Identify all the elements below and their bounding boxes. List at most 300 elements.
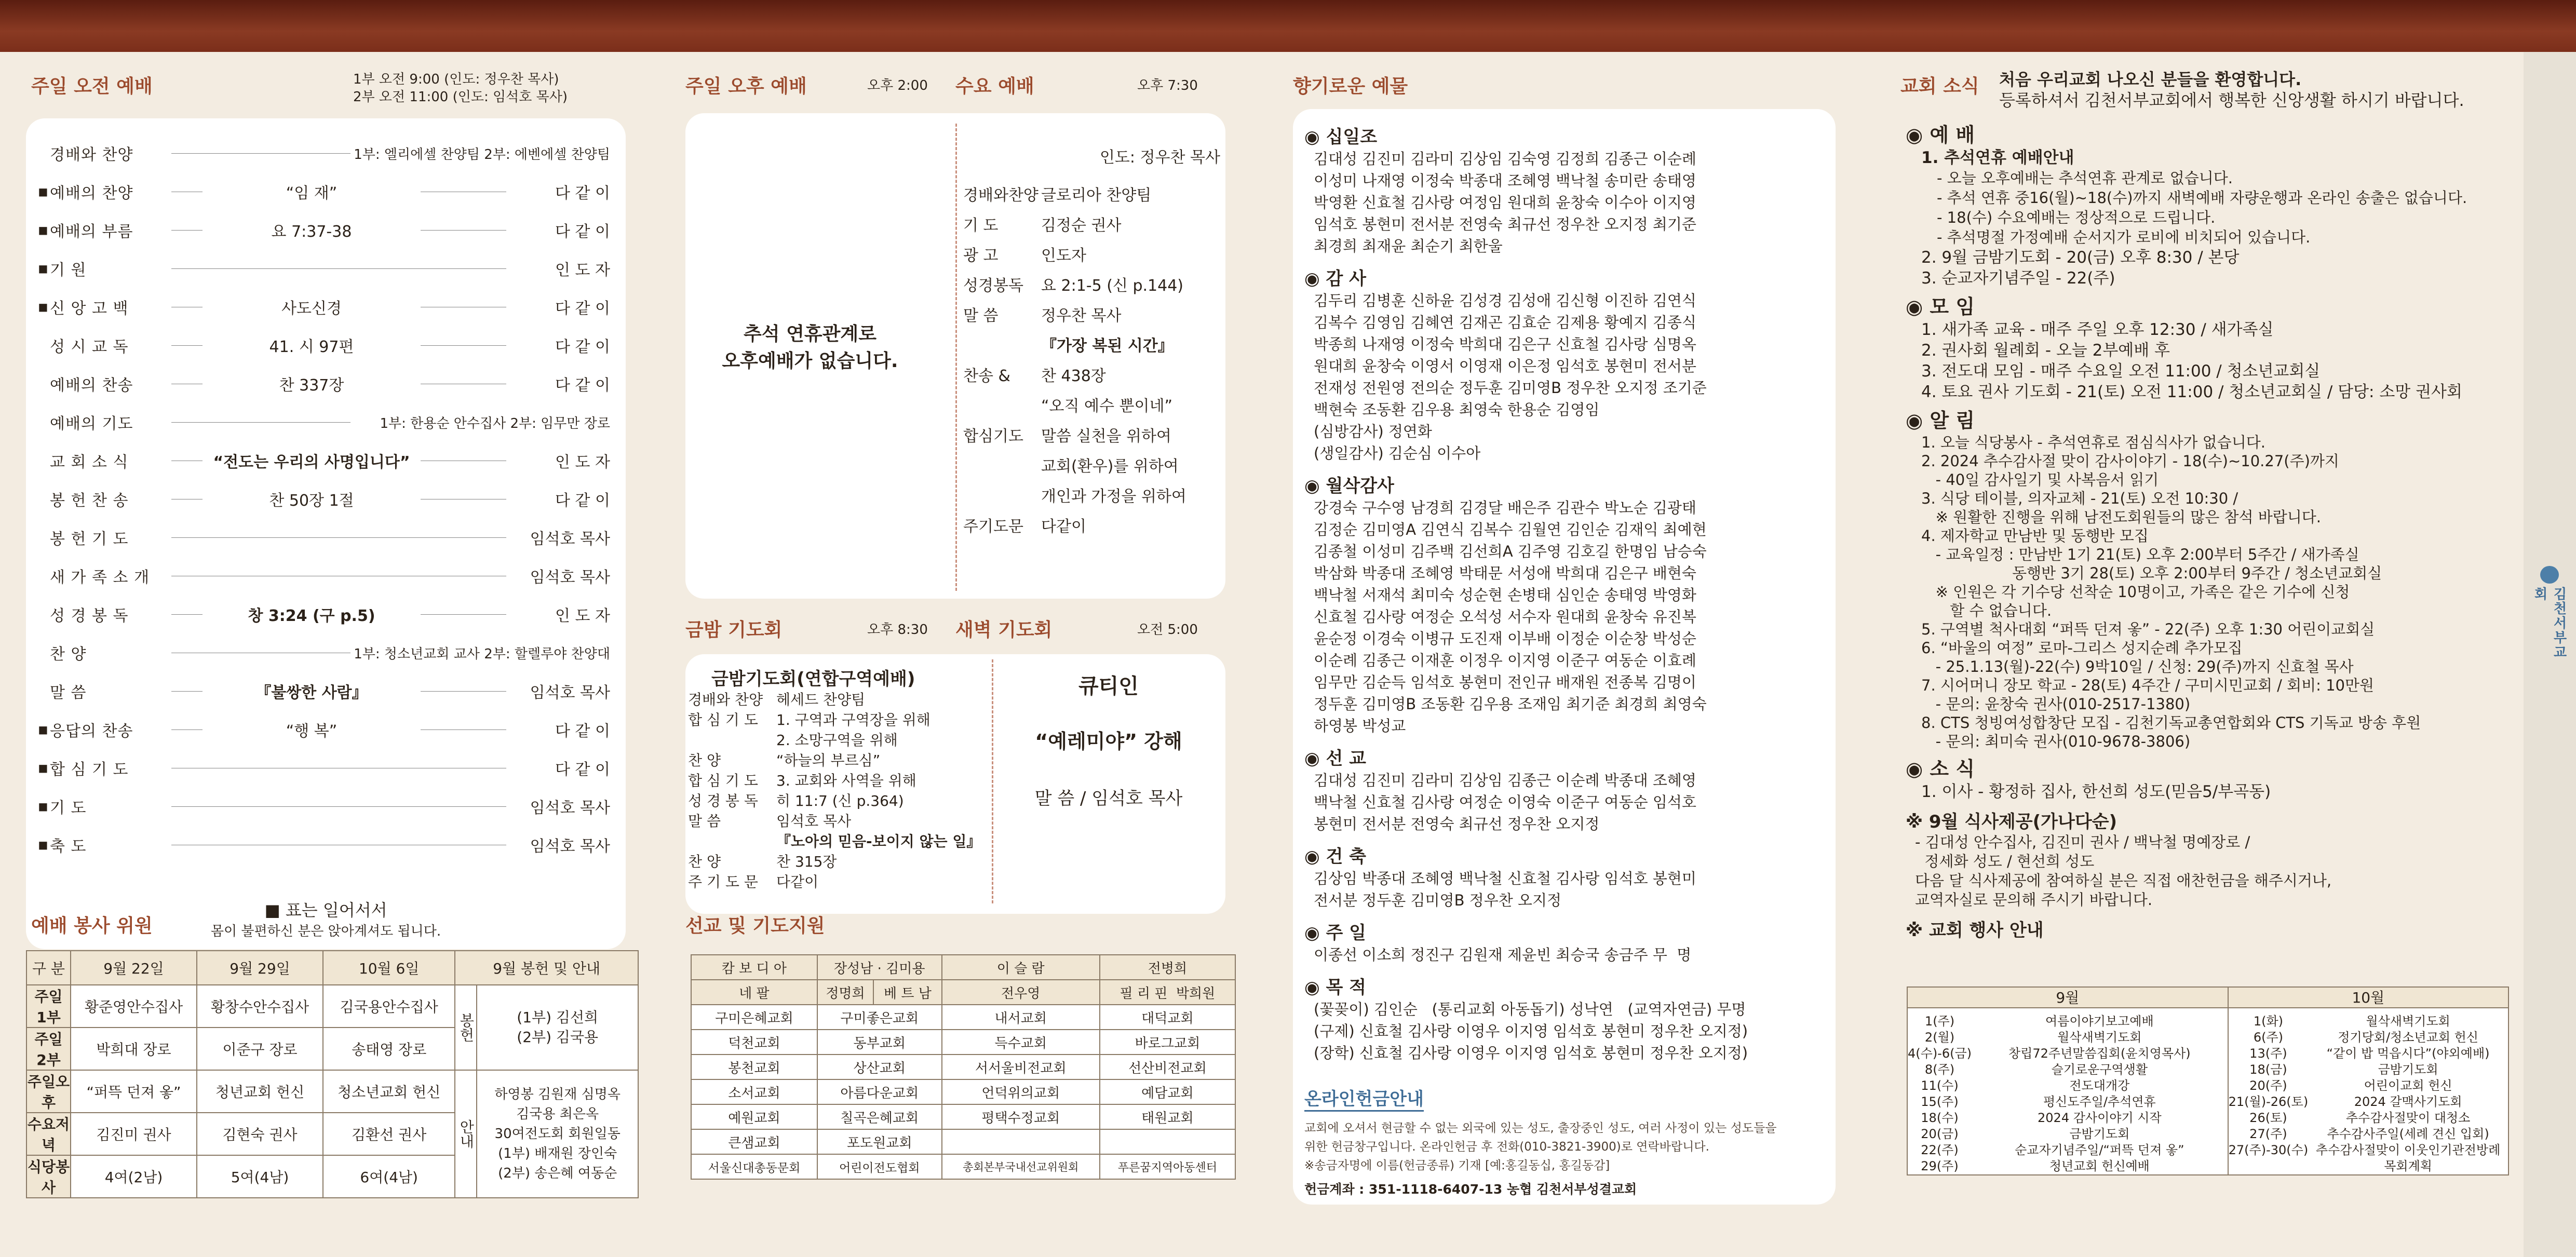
svc-cell: 청소년교회 헌신	[323, 1070, 455, 1113]
church-cell	[942, 1129, 1100, 1154]
church-cell: 동부교회	[817, 1030, 942, 1055]
dawn-speaker: 말 씀 / 임석호 목사	[1034, 788, 1183, 809]
worship-order-row	[26, 518, 626, 557]
worship-order-row	[26, 403, 626, 441]
church-cell: 바로그교회	[1100, 1030, 1235, 1055]
meal-heading: ※ 9월 식사제공(가나다순)	[1906, 812, 2118, 832]
order-label: 말 씀	[688, 813, 721, 830]
order-label: 새 가 족 소 개	[50, 569, 150, 587]
order-label: 응답의 찬송	[50, 722, 133, 740]
friday-prayer-order	[688, 690, 989, 892]
leader-line	[171, 153, 350, 154]
order-row	[963, 361, 1223, 391]
order-row	[963, 422, 1223, 452]
church-cell: 구미좋은교회	[817, 1005, 942, 1030]
order-label: 주기도문	[963, 518, 1023, 536]
worship-order-row	[26, 364, 626, 403]
order-label: 합심기도	[963, 427, 1023, 445]
svc-head: 9월 봉헌 및 안내	[455, 951, 638, 985]
card-divider	[955, 124, 957, 591]
online-offering-account: 헌금계좌 : 351-1118-6407-13 농협 김천서부성결교회	[1304, 1182, 1637, 1197]
order-leader: 1부: 엘리에셀 찬양팀 2부: 에벤에셀 찬양팀	[354, 146, 610, 163]
order-leader: 다 같 이	[555, 722, 610, 740]
order-label: 합 심 기 도	[688, 772, 758, 789]
news-body	[1906, 117, 2513, 941]
worship-order-card	[26, 118, 626, 949]
worship-order-row	[26, 826, 626, 864]
order-content: 『가장 복된 시간』	[1041, 337, 1174, 355]
order-label: 찬 양	[688, 853, 721, 870]
order-content: 1. 구역과 구역장을 위해	[776, 711, 930, 728]
org-cell: 어린이전도협회	[817, 1154, 942, 1179]
offering-section-heading: ◉ 월삭감사	[1304, 476, 1394, 496]
mission-country: 베 트 남	[873, 980, 941, 1005]
dawn-subject: “예레미야” 강해	[1035, 730, 1182, 753]
order-leader: 임석호 목사	[530, 530, 610, 548]
mission-support-title: 선교 및 기도지원	[685, 915, 825, 937]
meeting-item: 4. 토요 권사 기도회 - 21(토) 오전 11:00 / 청소년교회실 / 담당: 소망 권사회	[1921, 383, 2462, 401]
order-label: 성경봉독	[963, 277, 1023, 295]
event-calendar-table	[1907, 986, 2509, 1175]
event-heading: ※ 교회 행사 안내	[1906, 920, 2044, 941]
worship-news-detail: - 오늘 오후예배는 추석연휴 관계로 없습니다. - 추석 연휴 중16(월)~18(수)까지 새벽예배 자량운행과 온라인 송출은 없습니다. - 18(수) 수요예배는 정상적으로 드립니다. - 추석명절 가정예배 순서지가 로비에 비치되어 있습니다.	[1937, 169, 2467, 246]
order-content: “오직 예수 뿐이네”	[1041, 397, 1173, 415]
worship-order-row	[26, 211, 626, 249]
order-label: 합 심 기 도	[688, 711, 758, 728]
notice-line: 추석 연휴관계로	[744, 323, 876, 345]
order-row	[963, 301, 1223, 331]
church-cell: 덕천교회	[691, 1030, 817, 1055]
offering-names: 김대성 김진미 김라미 김상임 김종근 이순례 박종대 조혜영 백낙철 신효철 김사랑 여정순 이영숙 이준구 여동순 임석호 봉현미 전서분 전영숙 최규선 정우찬 오지정	[1314, 772, 1696, 833]
order-content: 찬 438장	[1041, 367, 1106, 385]
church-cell: 예담교회	[1100, 1079, 1235, 1104]
worship-news-item: 2. 9월 금밤기도회 - 20(금) 오후 8:30 / 본당	[1921, 248, 2240, 267]
morning-worship-title: 주일 오전 예배	[31, 76, 153, 97]
guide-line: 30여전도회 회원일동	[494, 1126, 621, 1142]
welcome-line-2: 등록하셔서 김천서부교회에서 행복한 신앙생활 하시기 바랍니다.	[1999, 90, 2464, 110]
church-cell: 아름다운교회	[817, 1079, 942, 1104]
order-leader: 인 도 자	[555, 261, 610, 279]
church-cell: 포도원교회	[817, 1129, 942, 1154]
stand-marker: ■	[38, 800, 48, 813]
mission-country: 필 리 핀	[1120, 985, 1168, 1002]
afternoon-wednesday-card	[685, 113, 1225, 599]
worship-time-2: 2부 오전 11:00 (인도: 임석호 목사)	[353, 89, 568, 105]
order-leader: 임석호 목사	[530, 799, 610, 817]
stand-marker: ■	[38, 224, 48, 236]
svc-cell: 송태영 장로	[323, 1028, 455, 1070]
order-content: 히 11:7 (신 p.364)	[776, 792, 904, 809]
order-content: 2. 소망구역을 위해	[776, 732, 898, 749]
svc-cell: 4여(2남)	[71, 1155, 197, 1198]
guide-list	[477, 1070, 638, 1198]
mission-country: 네 팔	[691, 980, 817, 1005]
order-row	[688, 791, 989, 811]
standing-note: ■ 표는 일어서서	[264, 900, 387, 920]
event-list: 여름이야기보고예배 월삭새벽기도회 창립72주년말씀집회(윤치영목사) 슬기로운구역생활 전도대개강 평신도주일/추석연휴 2024 감사이야기 시작 금밤기도회 순교자기념주일/“퍼뜩 던져 옿” 청년교회 헌신예배	[1972, 1008, 2228, 1175]
offering-names: 김두리 김병훈 신하윤 김성경 김성애 김신형 이진하 김연식 김복수 김영임 김혜연 김재곤 김효순 김제용 황예지 김종식 박종희 나재영 이정숙 박희대 김은구 신효철 김사랑 심명옥 원대희 윤창숙 이영서 이영재 이은정 임석호 봉현미 전서분 전재성 전원영 전의순 정두훈 김미영B 정우찬 오지정 조기준 백현숙 조동환 김우용 최영숙 한용순 김영임 (심방감사) 정연화 (생일감사) 김순심 이수아	[1314, 292, 1707, 462]
order-label: 예배의 부름	[50, 223, 133, 241]
friday-prayer-header: 금밤기도회(연합구역예배)	[711, 669, 915, 690]
stand-marker: ■	[38, 762, 48, 774]
svc-cell: 6여(4남)	[323, 1155, 455, 1198]
online-offering-title: 온라인헌금안내	[1304, 1085, 1424, 1112]
church-cell: 내서교회	[942, 1005, 1100, 1030]
worship-news-item: 1. 추석연휴 예배안내	[1921, 148, 2074, 167]
order-content: “전도는 우리의 사명입니다”	[203, 449, 421, 472]
order-label: 경배와 찬양	[50, 146, 133, 164]
mission-country: 캄 보 디 아	[691, 955, 817, 980]
order-label	[963, 391, 1041, 422]
order-content: 글로리아 찬양팀	[1041, 186, 1152, 205]
order-label: 찬송 &	[963, 367, 1010, 385]
stand-marker: ■	[38, 723, 48, 736]
order-row	[963, 482, 1223, 512]
church-cell: 언덕위의교회	[942, 1079, 1100, 1104]
order-label: 축 도	[50, 837, 87, 856]
news-heading: ◉ 소 식	[1906, 758, 1975, 780]
order-content: “하늘의 부르심”	[776, 752, 881, 769]
event-dates: 1(화) 6(주) 13(주) 18(금) 20(주) 21(월)-26(토) 26(토) 27(주) 27(주)-30(수)	[2228, 1014, 2309, 1157]
stand-marker: ■	[38, 839, 48, 851]
order-label: 성 경 봉 독	[50, 607, 129, 625]
afternoon-worship-title: 주일 오후 예배	[685, 76, 807, 97]
dawn-title: 큐티인	[1078, 674, 1139, 698]
church-cell: 칠곡은혜교회	[817, 1104, 942, 1129]
offer-line: (1부) 김선희	[517, 1009, 599, 1026]
offering-section-heading: ◉ 선 교	[1304, 748, 1367, 769]
order-label	[688, 831, 776, 851]
wednesday-worship-title: 수요 예배	[955, 76, 1034, 97]
order-label: 기 도	[963, 217, 999, 235]
friday-prayer-title: 금밤 기도회	[685, 619, 783, 641]
mission-person: 정명희	[817, 980, 873, 1005]
order-label	[963, 482, 1041, 512]
order-content: 다같이	[776, 873, 819, 890]
order-label: 기 원	[50, 261, 87, 279]
church-cell: 큰샘교회	[691, 1129, 817, 1154]
order-content: 개인과 가정을 위하여	[1041, 488, 1186, 506]
svc-head: 9월 29일	[197, 951, 323, 985]
svc-row-head: 주일오후	[26, 1070, 71, 1113]
order-content: 헤세드 찬양팀	[776, 691, 866, 708]
church-cell	[1100, 1129, 1235, 1154]
order-content: “임 재”	[203, 180, 421, 203]
svc-row-head: 주일 2부	[26, 1028, 71, 1070]
svc-row-head: 식당봉사	[26, 1155, 71, 1198]
order-label: 성 경 봉 독	[688, 792, 758, 809]
order-label: 찬 양	[50, 645, 87, 664]
mission-country: 이 슬 람	[942, 955, 1100, 980]
top-banner	[0, 0, 2576, 52]
event-dates: 1(주) 2(월) 4(수)-6(금) 8(주) 11(수) 15(주) 18(수) 20(금) 22(주) 29(주)	[1908, 1014, 1972, 1173]
order-content: 『노아의 믿음-보이지 않는 일』	[776, 833, 981, 850]
card-divider	[992, 659, 993, 903]
event-month: 10월	[2228, 987, 2508, 1008]
logo-mark-icon	[2540, 566, 2559, 584]
order-label	[963, 331, 1041, 361]
svc-row-head: 주일 1부	[26, 985, 71, 1028]
church-cell: 선산비전교회	[1100, 1055, 1235, 1079]
worship-order-row	[26, 672, 626, 710]
svc-cell: 황창수안수집사	[197, 985, 323, 1028]
church-cell: 예원교회	[691, 1104, 817, 1129]
worship-times	[353, 71, 568, 106]
offering-section-heading: ◉ 주 일	[1304, 923, 1367, 943]
church-cell: 태원교회	[1100, 1104, 1235, 1129]
order-label: 경배와 찬양	[688, 691, 763, 708]
order-label: 경배와찬양	[963, 186, 1039, 205]
order-content: 41. 시 97편	[203, 334, 421, 357]
offering-names: 김상임 박종대 조혜영 백낙철 신효철 김사랑 임석호 봉현미 전서분 정두훈 김미영B 정우찬 오지정	[1314, 870, 1696, 909]
worship-order-row	[26, 326, 626, 364]
offering-names: 강경숙 구수영 남경희 김경달 배은주 김관수 박노순 김광태 김정순 김미영A 김연식 김복수 김월연 김인순 김재익 최예현 김종철 이성미 김주백 김선희A 김주영 김호길 한명임 남승숙 박삼화 박종대 조혜영 박태문 서성애 박희대 김은구 배현숙 백낙철 서재석 최미숙 성순현 손병태 심인순 송태영 박영화 신효철 김사랑 여정순 오석성 서수자 원대희 윤창숙 유진복 윤순정 이경숙 이병규 도진재 이부배 이정순 이순창 박성순 이순례 김종근 이재훈 이정우 이지영 이준구 여동순 이효례 임무만 김순득 임석호 봉현미 전인규 배재원 전종복 김명이 정두훈 김미영B 조동환 김우용 조재임 최기준 최경희 최영숙 하영봉 박성교	[1314, 499, 1707, 735]
meeting-item: 1. 새가족 교육 - 매주 주일 오후 12:30 / 새가족실	[1921, 320, 2274, 339]
wednesday-worship-time: 오후 7:30	[1137, 78, 1198, 93]
church-cell: 평택수정교회	[942, 1104, 1100, 1129]
leader-line	[171, 537, 506, 538]
offering-names: (꽃꽂이) 김인순 (통리교회 아동돕기) 성낙연 (교역자연금) 무명 (구제) 신효철 김사랑 이영우 이지영 임석호 봉현미 정우찬 오지정) (장학) 신효철 김사랑 이영우 이지영 임석호 봉현미 정우찬 오지정)	[1314, 1001, 1748, 1062]
worship-order-row	[26, 480, 626, 518]
order-leader: 다 같 이	[555, 223, 610, 241]
order-content: 『불쌍한 사람』	[203, 680, 421, 702]
welcome-line-1: 처음 우리교회 나오신 분들을 환영합니다.	[1999, 70, 2302, 89]
leader-line	[171, 268, 506, 269]
order-row	[963, 452, 1223, 482]
order-label: 교 회 소 식	[50, 453, 129, 471]
order-row	[963, 512, 1223, 542]
mission-country-person	[1100, 980, 1235, 1005]
order-content: 요 2:1-5 (신 p.144)	[1041, 277, 1184, 295]
worship-order-row	[26, 749, 626, 787]
offering-section-heading: ◉ 감 사	[1304, 268, 1367, 289]
wednesday-leader: 인도: 정우찬 목사	[1099, 148, 1220, 167]
svc-cell: 청년교회 헌신	[197, 1070, 323, 1113]
order-leader: 다 같 이	[555, 761, 610, 779]
order-row	[688, 831, 989, 851]
order-label: 광 고	[963, 247, 999, 265]
mission-person: 전우영	[942, 980, 1100, 1005]
order-leader: 다 같 이	[555, 300, 610, 318]
order-row	[688, 811, 989, 831]
order-content: 다같이	[1041, 518, 1086, 536]
svc-cell: 이준구 장로	[197, 1028, 323, 1070]
svc-cell: 김국용안수집사	[323, 985, 455, 1028]
church-cell: 봉천교회	[691, 1055, 817, 1079]
afternoon-worship-time: 오후 2:00	[867, 78, 928, 93]
offering-names: 김대성 김진미 김라미 김상임 김숙영 김정희 김종근 이순례 이성미 나재영 이정숙 박종대 조혜영 백낙철 송미란 송태영 박영환 신효철 김사랑 여정임 원대희 윤창숙 이수아 이지영 임석호 봉현미 전서분 전영숙 최규선 정우찬 오지정 최기준 최경희 최재윤 최순기 최한울	[1314, 150, 1696, 255]
offer-line: (2부) 김국용	[517, 1029, 599, 1046]
order-row	[688, 750, 989, 771]
svc-cell: “퍼뜩 던져 옿”	[71, 1070, 197, 1113]
church-cell: 상산교회	[817, 1055, 942, 1079]
order-label: 예배의 찬양	[50, 184, 133, 202]
meeting-heading: ◉ 모 임	[1906, 295, 1975, 318]
church-cell: 서서울비전교회	[942, 1055, 1100, 1079]
worship-order-row	[26, 710, 626, 749]
offerings-title: 향기로운 예물	[1293, 76, 1408, 97]
order-row	[688, 771, 989, 791]
friday-prayer-time: 오후 8:30	[867, 622, 928, 638]
svc-head: 9월 22일	[71, 951, 197, 985]
church-cell: 대덕교회	[1100, 1005, 1235, 1030]
worship-news-item: 3. 순교자기념주일 - 22(주)	[1921, 269, 2115, 288]
order-row	[688, 690, 989, 710]
mission-person: 박희원	[1176, 985, 1216, 1002]
worship-news-heading: ◉ 예 배	[1906, 124, 1975, 146]
prayer-meeting-card	[685, 654, 1225, 914]
notice-line: 오후예배가 없습니다.	[722, 350, 898, 372]
worship-order-row	[26, 249, 626, 288]
worship-order-row	[26, 172, 626, 211]
order-row	[688, 851, 989, 872]
order-content: 교회(환우)를 위하여	[1041, 457, 1179, 476]
org-cell: 총회본부국내선교위원회	[942, 1154, 1100, 1179]
svc-row-head: 수요저녁	[26, 1113, 71, 1155]
order-label: 기 도	[50, 799, 87, 817]
worship-order-row	[26, 557, 626, 595]
wednesday-order	[963, 181, 1223, 542]
event-month: 9월	[1907, 987, 2228, 1008]
order-content: 3. 교회와 사역을 위해	[776, 772, 916, 789]
order-row	[688, 730, 989, 750]
order-label: 말 씀	[963, 307, 999, 325]
offering-section-heading: ◉ 십일조	[1304, 127, 1378, 147]
org-cell: 푸른꿈지역아동센터	[1100, 1154, 1235, 1179]
svc-head: 구 분	[26, 951, 71, 985]
logo-text: 김천서부교회	[2532, 587, 2567, 660]
worship-order-row	[26, 633, 626, 672]
svc-cell: 박희대 장로	[71, 1028, 197, 1070]
worship-time-1: 1부 오전 9:00 (인도: 정우찬 목사)	[353, 72, 559, 87]
order-label: 신 앙 고 백	[50, 300, 129, 318]
order-content: 찬 315장	[776, 853, 837, 870]
order-row	[963, 211, 1223, 241]
order-leader: 인 도 자	[555, 607, 610, 625]
meeting-item: 3. 전도대 모임 - 매주 수요일 오전 11:00 / 청소년교회실	[1921, 362, 2321, 381]
order-leader: 1부: 청소년교회 교사 2부: 할렐루야 찬양대	[354, 646, 610, 662]
offerings-card	[1293, 109, 1836, 1205]
guide-line: 김국용 최은옥	[516, 1106, 599, 1122]
mission-person: 전병희	[1100, 955, 1235, 980]
order-content: “행 복”	[203, 718, 421, 741]
service-committee-title: 예배 봉사 위원	[31, 915, 153, 937]
stand-marker: ■	[38, 185, 48, 198]
order-label	[688, 730, 776, 750]
stand-marker: ■	[38, 301, 48, 313]
order-content: 김정순 권사	[1041, 217, 1122, 235]
order-label: 말 씀	[50, 684, 87, 702]
stand-marker: ■	[38, 262, 48, 275]
order-content: 인도자	[1041, 247, 1086, 265]
worship-order-row	[26, 288, 626, 326]
order-leader: 다 같 이	[555, 184, 610, 202]
order-row	[963, 331, 1223, 361]
mission-person: 장성남 · 김미용	[817, 955, 942, 980]
meeting-item: 2. 권사회 월례회 - 오늘 2부예배 후	[1921, 341, 2170, 360]
guide-line: (2부) 송은혜 여동순	[498, 1166, 617, 1181]
afternoon-cancel-notice	[706, 321, 914, 375]
offering-section-heading: ◉ 목 적	[1304, 977, 1367, 998]
svc-head: 10월 6일	[323, 951, 455, 985]
service-committee-table	[26, 950, 639, 1198]
church-cell: 구미은혜교회	[691, 1005, 817, 1030]
guide-line: 하영봉 김원재 심명옥	[494, 1087, 621, 1102]
order-content: 찬 50장 1절	[203, 488, 421, 510]
meal-text: - 김대성 안수집사, 김진미 권사 / 백낙철 명예장로 / 정세화 성도 / 현선희 성도 다음 달 식사제공에 참여하실 분은 직접 애찬헌금을 해주시거나, 교역자실로 문의해 주시기 바랍니다.	[1915, 833, 2332, 909]
offering-section-heading: ◉ 건 축	[1304, 846, 1367, 867]
announcement-heading: ◉ 알 림	[1906, 409, 1975, 432]
news-item: 1. 이사 - 황정하 집사, 한선희 성도(믿음5/부곡동)	[1921, 782, 2271, 801]
order-leader: 임석호 목사	[530, 569, 610, 587]
church-cell: 소서교회	[691, 1079, 817, 1104]
order-row	[963, 241, 1223, 271]
order-leader: 임석호 목사	[530, 684, 610, 702]
offer-list	[477, 985, 638, 1070]
order-row	[688, 710, 989, 730]
online-offering-body: 교회에 오셔서 현금할 수 없는 외국에 있는 성도, 출장중인 성도, 여러 사정이 있는 성도들을 위한 헌금창구입니다. 온라인헌금 후 전화(010-3821-3900)로 연락바랍니다. ※송금자명에 이름(헌금종류) 기재 [예:홍길동십, 홍길동감]	[1304, 1121, 1777, 1172]
dawn-prayer-content	[997, 670, 1220, 809]
church-cell: 득수교회	[942, 1030, 1100, 1055]
seated-note: 몸이 불편하신 분은 앉아계셔도 됩니다.	[210, 924, 441, 939]
order-row	[963, 271, 1223, 301]
order-row	[963, 391, 1223, 422]
church-news-title: 교회 소식	[1900, 76, 1979, 97]
order-content: 요 7:37-38	[203, 219, 421, 241]
order-content: 찬 337장	[203, 372, 421, 395]
dawn-prayer-title: 새벽 기도회	[955, 619, 1053, 641]
order-label: 주 기 도 문	[688, 873, 758, 890]
worship-order-row	[26, 134, 626, 172]
order-content: 임석호 목사	[776, 813, 852, 830]
leader-line	[171, 806, 506, 807]
worship-order-row	[26, 595, 626, 633]
order-row	[688, 872, 989, 892]
offer-label: 봉헌	[455, 985, 477, 1070]
order-label: 예배의 기도	[50, 415, 133, 433]
leader-line	[171, 422, 350, 423]
guide-label: 안내	[455, 1070, 477, 1198]
order-label	[963, 452, 1041, 482]
order-leader: 임석호 목사	[530, 837, 610, 856]
order-label: 성 시 교 독	[50, 338, 129, 356]
guide-line: (1부) 배재원 장인숙	[498, 1146, 617, 1161]
svc-cell: 5여(4남)	[197, 1155, 323, 1198]
svc-cell: 김환선 권사	[323, 1113, 455, 1155]
order-content: 말씀 실천을 위하여	[1041, 427, 1171, 445]
order-label: 봉 헌 찬 송	[50, 492, 129, 510]
order-content: 창 3:24 (구 p.5)	[203, 603, 421, 626]
order-content: 정우찬 목사	[1041, 307, 1122, 325]
svc-cell: 김현숙 권사	[197, 1113, 323, 1155]
order-leader: 1부: 한용순 안수집사 2부: 임무만 장로	[380, 415, 610, 431]
order-leader: 다 같 이	[555, 376, 610, 395]
svc-cell: 김진미 권사	[71, 1113, 197, 1155]
order-row	[963, 181, 1223, 211]
order-label: 찬 양	[688, 752, 721, 769]
order-label: 봉 헌 기 도	[50, 530, 129, 548]
worship-order-row	[26, 787, 626, 826]
order-label: 합 심 기 도	[50, 761, 129, 779]
event-list: 월삭새벽기도회 정기당회/청소년교회 헌신 “같이 밥 먹읍시다”(야외예배) 금밤기도회 어린이교회 헌신 2024 갈맥사기도회 추수감사절맞이 대청소 추수감사주일(세례 견신 입회) 추수감사절맞이 이웃인기관전방례 목회계획	[2315, 1014, 2501, 1173]
svc-cell: 황준영안수집사	[71, 985, 197, 1028]
order-leader: 다 같 이	[555, 492, 610, 510]
order-leader: 인 도 자	[555, 453, 610, 471]
announcement-list: 1. 오늘 식당봉사 - 추석연휴로 점심식사가 없습니다. 2. 2024 추수감사절 맞이 감사이야기 - 18(수)~10.27(주)까지 - 40일 감사일기 및 사복음서 읽기 3. 식당 테이블, 의자교체 - 21(토) 오전 10:30 / ※ 원활한 진행을 위해 남전도회원들의 많은 참석 바랍니다. 4. 제자학교 만남반 및 동행반 모집 - 교육일정 : 만남반 1기 21(토) 오후 2:00부터 5주간 / 새가족실 동행반 3기 28(토) 오후 2:00부터 9주간 / 청소년교회실 ※ 인원은 각 기수당 선착순 10명이고, 가족은 같은 기수에 신청 할 수 없습니다. 5. 구역별 척사대회 “퍼뜩 던져 옿” - 22(주) 오후 1:30 어린이교회실 6. “바울의 여정” 로마-그리스 성지순례 추가모집 - 25.1.13(월)-22(수) 9박10일 / 신청: 29(주)까지 신효철 목사 7. 시어머니 장모 학교 - 28(토) 4주간 / 구미시민교회 / 회비: 10만원 - 문의: 윤창숙 권사(010-2517-1380) 8. CTS 청빙여성합창단 모집 - 김천기독교총연합회와 CTS 기독교 방송 후원 - 문의: 최미숙 권사(010-9678-3806)	[1921, 434, 2421, 750]
worship-order-row	[26, 441, 626, 480]
order-label: 예배의 찬송	[50, 376, 133, 395]
church-logo	[2534, 566, 2565, 670]
